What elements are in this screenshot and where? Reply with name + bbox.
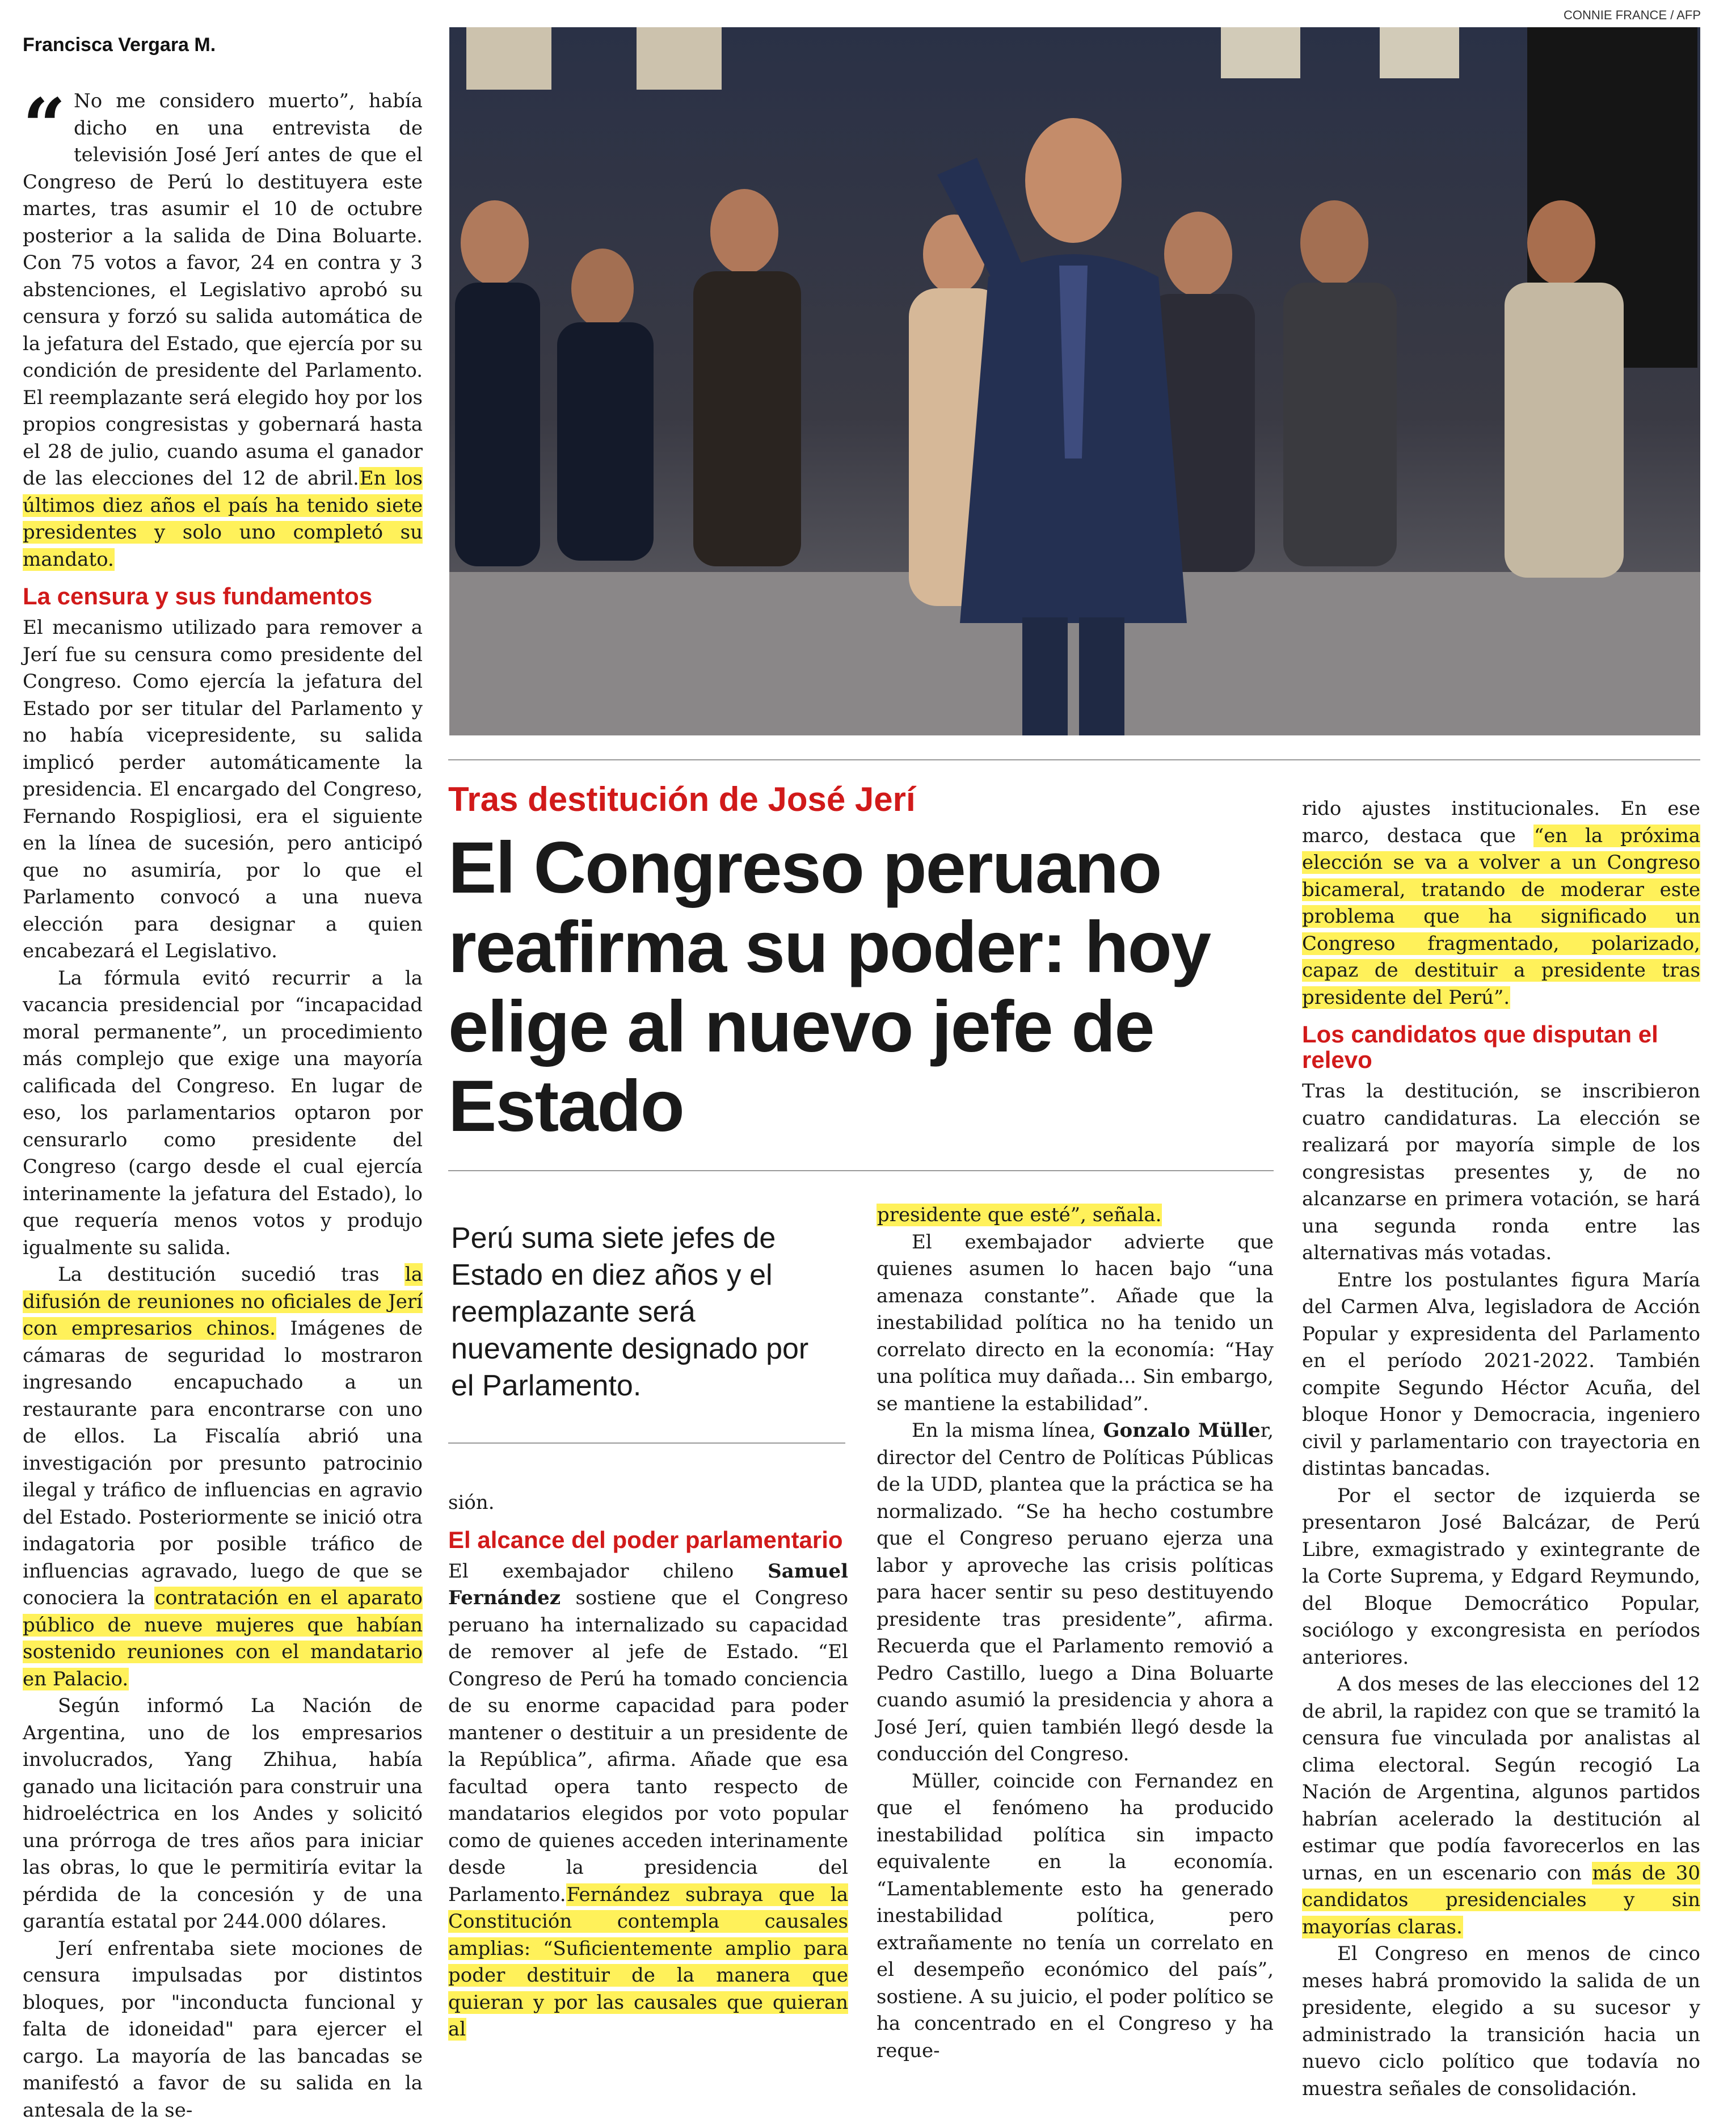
highlighted-text: contratación en el aparato público de nueve mujeres que habían sostenido reuniones con el mandatario en Palacio. <box>23 1587 423 1690</box>
paragraph: La fórmula evitó recurrir a la vacancia presidencial por “incapacidad moral permanente”, un procedimiento más complejo que exige una mayoría calificada del Congreso. En lugar de eso, los parlamentarios optaron por censurarlo como presidente del Congreso (cargo desde el cual ejercía interinamente la jefatura del Estado), lo que requería menos votos y produjo igualmente su salida. <box>23 965 423 1262</box>
highlighted-text: En los últimos diez años el país ha tenido siete presidentes y solo uno completó su mandato. <box>23 467 423 571</box>
column-4 <box>1302 796 1700 2102</box>
person-name: Gonzalo Mülle <box>1103 1419 1261 1442</box>
paragraph-text: r, director del Centro de Políticas Públicas de la UDD, plantea que la práctica se ha normalizado. “Se ha hecho costumbre que el Congreso peruano ejerza una labor y aproveche las crisis políticas para hacer sentir su peso destituyendo presidente tras presidente”, afirma. Recuerda que el Parlamento removió a Pedro Castillo, luego a Dina Boluarte cuando asumió la presidencia y ahora a José Jerí, quien también llegó desde la conducción del Congreso. <box>877 1419 1274 1765</box>
paragraph-text: No me considero muerto”, había dicho en una entrevista de televisión José Jerí antes de que el Congreso de Perú lo destituyera este martes, tras asumir el 10 de octubre posterior a la salida de Dina Boluarte. Con 75 votos a favor, 24 en contra y 3 abstenciones, el Legislativo aprobó su censura y forzó su salida automática de la jefatura del Estado, que ejercía por su condición de presidente del Parlamento. El reemplazante será elegido hoy por los propios congresistas y gobernará hasta el 28 de julio, cuando asuma el ganador de las elecciones del 12 de abril. <box>23 90 423 490</box>
paragraph <box>877 1202 1274 1229</box>
deck: Perú suma siete jefes de Estado en diez años y el reemplazante será nuevamente designado por el Parlamento. <box>451 1220 837 1404</box>
headline: El Congreso peruano reafirma su poder: hoy elige al nuevo jefe de Estado <box>448 828 1282 1146</box>
paragraph <box>448 1558 848 2043</box>
subheading: Los candidatos que disputan el relevo <box>1302 1021 1700 1072</box>
paragraph: Según informó La Nación de Argentina, uno de los empresarios involucrados, Yang Zhihua, había ganado una licitación para construir una hidroeléctrica en los Andes y solicitó una prórroga de tres años para iniciar las obras, lo que le permitiría evitar la pérdida de la concesión y de una garantía estatal por 244.000 dólares. <box>23 1693 423 1936</box>
paragraph <box>877 1418 1274 1768</box>
paragraph-text: rido ajustes institucionales. En ese marco, destaca que <box>1302 797 1700 847</box>
column-2 <box>448 1490 848 2043</box>
person-name: Samuel Fernández <box>448 1560 848 1610</box>
paragraph: Tras la destitución, se inscribieron cuatro candidaturas. La elección se realizará por mayoría simple de los congresistas presentes y, de no alcanzarse en primera votación, se hará una segunda ronda entre las alternativas más votadas. <box>1302 1078 1700 1267</box>
paragraph: Müller, coincide con Fernandez en que el fenómeno ha producido inestabilidad política sin impacto equivalente en la economía. “Lamentablemente esto ha generado inestabilidad política, pero extrañamente no tenía un correlato en el desempeño económico del país”, sostiene. A su juicio, el poder político se ha concentrado en el Congreso y ha reque- <box>877 1768 1274 2065</box>
quote-mark-icon: “ <box>23 98 66 155</box>
headline-rule <box>448 1170 1274 1171</box>
kicker: Tras destitución de José Jerí <box>448 780 916 819</box>
paragraph: Por el sector de izquierda se presentaron José Balcázar, de Perú Libre, exmagistrado y exintegrante de la Corte Suprema, y Edgard Reymundo, del Bloque Democrático Popular, sociólogo y excongresista en períodos anteriores. <box>1302 1483 1700 1672</box>
highlighted-text: la difusión de reuniones no oficiales de Jerí con empresarios chinos. <box>23 1263 423 1340</box>
paragraph: Entre los postulantes figura María del Carmen Alva, legisladora de Acción Popular y expresidenta del Parlamento en el período 2021-2022. También compite Segundo Héctor Acuña, del bloque Honor y Democracia, ingeniero civil y parlamentario con trayectoria en distintas bancadas. <box>1302 1267 1700 1483</box>
column-3 <box>877 1202 1274 2064</box>
paragraph-text: El exembajador chileno <box>448 1560 768 1583</box>
paragraph-text: Imágenes de cámaras de seguridad lo mostraron ingresando encapuchado a un restaurante para encontrarse con uno de ellos. La Fiscalía abrió una investigación por presunto patrocinio ilegal y tráfico de influencias en agravio del Estado. Posteriormente se inició otra indagatoria por posible tráfico de influencias agravado, luego de que se conociera la <box>23 1317 423 1609</box>
news-photo <box>449 27 1700 735</box>
paragraph-text: La destitución sucedió tras <box>58 1263 404 1286</box>
paragraph: El Congreso en menos de cinco meses habrá promovido la salida de un presidente, elegido a su sucesor y administrado la transición hacia un nuevo ciclo político que todavía no muestra señales de consolidación. <box>1302 1941 1700 2102</box>
paragraph <box>1302 1671 1700 1941</box>
top-rule <box>448 759 1700 760</box>
paragraph: El exembajador advierte que quienes asumen lo hacen bajo “una amenaza constante”. Añade que la inestabilidad política no ha tenido un correlato directo en la economía: “Hay una política muy dañada... Sin embargo, se mantiene la estabilidad”. <box>877 1229 1274 1418</box>
paragraph <box>1302 796 1700 1011</box>
paragraph-text: sostiene que el Congreso peruano ha internalizado su capacidad de remover al jefe de Estado. “El Congreso de Perú ha tomado conciencia de su enorme capacidad para poder mantener o destituir a un presidente de la República”, afirma. Añade que esa facultad opera tanto respecto de mandatarios elegidos por voto popular como de quienes acceden interinamente desde la presidencia del Parlamento. <box>448 1587 848 1906</box>
deck-rule <box>448 1442 845 1444</box>
highlighted-text: “en la próxima elección se va a volver a un Congreso bicameral, tratando de moderar este problema que ha significado un Congreso fragmentado, polarizado, capaz de destituir a presidente tras presidente del Perú”. <box>1302 825 1700 1009</box>
subheading: El alcance del poder parlamentario <box>448 1527 848 1553</box>
photo-credit: CONNIE FRANCE / AFP <box>1564 8 1701 23</box>
paragraph <box>23 88 423 573</box>
paragraph: El mecanismo utilizado para remover a Jerí fue su censura como presidente del Congreso. Como ejercía la jefatura del Estado por ser titular del Parlamento y no había vicepresidente, su salida implicó perder automáticamente la presidencia. El encargado del Congreso, Fernando Rospigliosi, era el siguiente en la línea de sucesión, pero anticipó que no asumiría, por lo que el Parlamento convocó a una nueva elección para designar a quien encabezará el Legislativo. <box>23 615 423 965</box>
paragraph: sión. <box>448 1490 848 1517</box>
byline: Francisca Vergara M. <box>23 34 216 56</box>
highlighted-text: más de 30 candidatos presidenciales y sin mayorías claras. <box>1302 1862 1700 1938</box>
paragraph <box>23 1261 423 1693</box>
paragraph-text: A dos meses de las elecciones del 12 de abril, la rapidez con que se tramitó la censura fue vinculada por analistas al clima electoral. Según recogió La Nación de Argentina, algunos partidos habrían acelerado la destitución al estimar que podía favorecerlos en las urnas, en un escenario con <box>1302 1673 1700 1885</box>
paragraph: Jerí enfrentaba siete mociones de censura impulsadas por distintos bloques, por "inconducta funcional y falta de idoneidad" para ejercer el cargo. La mayoría de las bancadas se manifestó a favor de su salida en la antesala de la se- <box>23 1936 423 2124</box>
highlighted-text: presidente que esté”, señala. <box>877 1204 1162 1226</box>
highlighted-text: Fernández subraya que la Constitución contempla causales amplias: “Suficientemente amplio para poder destituir de la manera que quieran y por las causales que quieran al <box>448 1883 848 2041</box>
subheading: La censura y sus fundamentos <box>23 583 423 609</box>
column-1 <box>23 88 423 2124</box>
paragraph-text: En la misma línea, <box>912 1419 1103 1442</box>
photo-image <box>449 27 1700 735</box>
